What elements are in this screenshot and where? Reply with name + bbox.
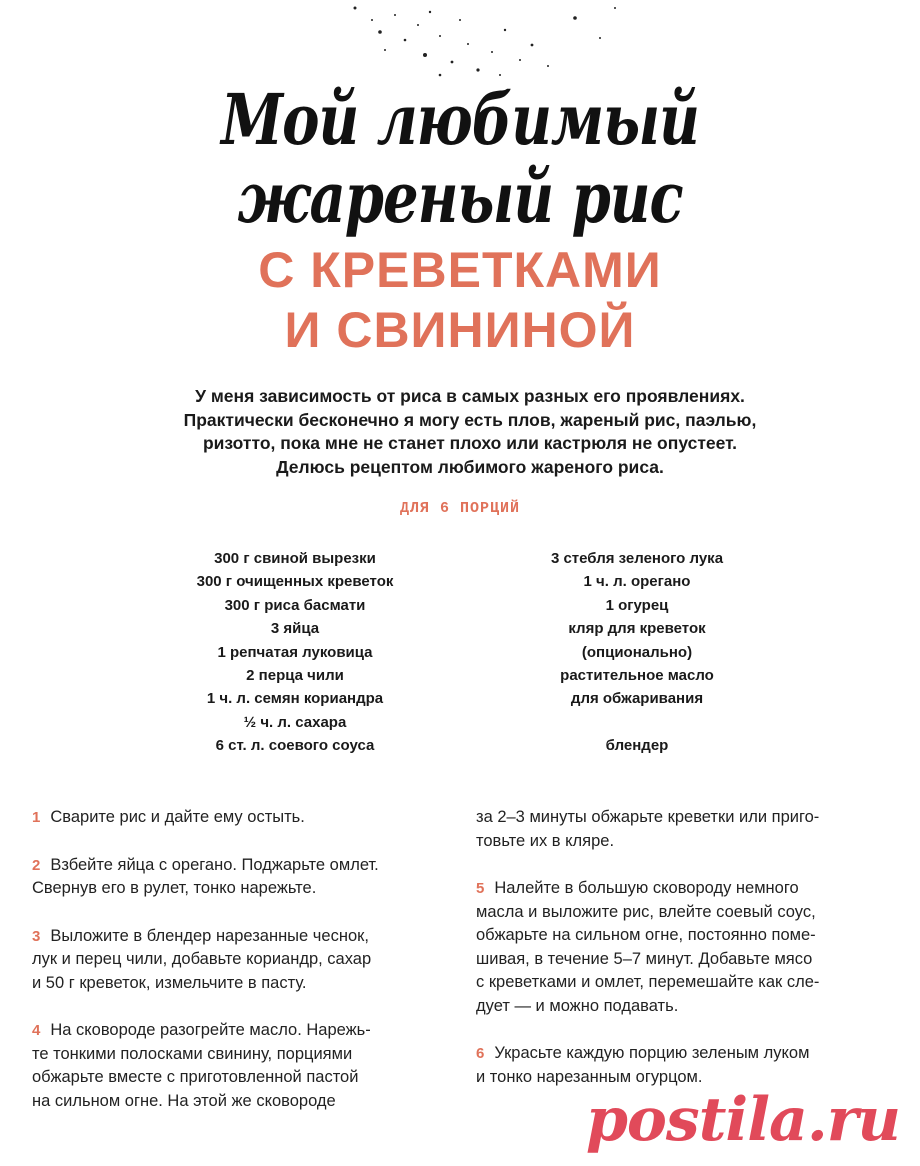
step-text: с креветками и омлет, перемешайте как сле-: [476, 973, 820, 991]
step-number: 2: [32, 856, 41, 874]
step-number: 4: [32, 1022, 41, 1039]
servings-label: ДЛЯ 6 ПОРЦИЙ: [399, 500, 521, 517]
recipe-step: [32, 854, 452, 901]
ingredients-right-column: [477, 547, 797, 758]
step-number: 3: [32, 927, 41, 945]
recipe-step: [476, 877, 891, 1018]
step-text: Свернув его в рулет, тонко нарежьте.: [32, 879, 317, 897]
ingredient-item: 3 яйца: [270, 620, 320, 638]
step-text: лук и перец чили, добавьте кориандр, сахар: [32, 950, 372, 968]
step-text: обжарьте на сильном огне, постоянно поме-: [476, 926, 816, 944]
steps-right-column: [476, 806, 891, 1113]
ingredient-spacer: [477, 711, 797, 734]
title-accent-line-1: С КРЕВЕТКАМИ: [258, 242, 662, 298]
ingredients-left-column: [135, 547, 455, 758]
steps-left-column: [32, 806, 452, 1137]
postila-watermark: postila.ru: [585, 1085, 900, 1155]
step-text: те тонкими полосками свинину, порциями: [32, 1044, 353, 1063]
step-text: и тонко нарезанным огурцом.: [476, 1067, 703, 1086]
ingredient-item: (опционально): [581, 643, 693, 661]
ingredient-item: для обжаривания: [570, 690, 704, 708]
ingredient-item: 6 ст. л. соевого соуса: [215, 737, 375, 755]
step-number: 1: [32, 809, 41, 826]
recipe-step: [476, 1042, 891, 1089]
step-text: Украсьте каждую порцию зеленым луком: [494, 1044, 810, 1062]
ingredient-item: 300 г очищенных креветок: [196, 573, 394, 591]
ingredient-item: 1 репчатая луковица: [217, 643, 373, 661]
recipe-step-continued: [476, 806, 891, 853]
intro-line: Делюсь рецептом любимого жареного риса.: [276, 456, 664, 477]
ingredient-item: 1 огурец: [605, 596, 669, 614]
intro-line: У меня зависимость от риса в самых разных его проявлениях.: [195, 386, 745, 406]
step-text: на сильном огне. На этой же сковороде: [32, 1091, 336, 1110]
ingredient-item: 3 стебля зеленого лука: [550, 550, 724, 567]
ingredient-item: растительное масло: [560, 667, 714, 685]
ingredient-item: блендер: [605, 737, 669, 755]
step-text: Взбейте яйца с орегано. Поджарьте омлет.: [50, 855, 379, 874]
step-text: На сковороде разогрейте масло. Нарежь-: [50, 1021, 371, 1039]
ingredient-item: 300 г свиной вырезки: [214, 550, 376, 567]
intro-paragraph: [120, 385, 820, 479]
recipe-step: [32, 806, 452, 830]
ingredient-item: 1 ч. л. семян кориандра: [206, 690, 384, 708]
title-script-line-1: Мой любимый: [221, 78, 699, 162]
ink-splatter-decoration: [0, 0, 920, 80]
step-number: 5: [476, 880, 485, 897]
title-script-line-2: жареный рис: [237, 156, 683, 240]
step-number: 6: [476, 1045, 485, 1062]
step-text: масла и выложите рис, влейте соевый соус,: [476, 902, 816, 921]
intro-line: Практически бесконечно я могу есть плов, жареный рис, паэлью,: [183, 409, 757, 430]
step-text: обжарьте вместе с приготовленной пастой: [32, 1068, 359, 1086]
step-text: за 2–3 минуты обжарьте креветки или приго-: [476, 808, 820, 826]
step-text: товьте их в кляре.: [476, 831, 615, 850]
step-text: и 50 г креветок, измельчите в пасту.: [32, 973, 307, 992]
ingredient-item: 300 г риса басмати: [224, 596, 366, 614]
step-text: Сварите рис и дайте ему остыть.: [50, 808, 305, 826]
title-accent-line-2: И СВИНИНОЙ: [284, 302, 636, 358]
step-text: дует — и можно подавать.: [476, 996, 679, 1015]
ingredient-item: ½ ч. л. сахара: [243, 713, 347, 731]
ingredient-item: кляр для креветок: [568, 620, 706, 638]
step-text: Выложите в блендер нарезанные чеснок,: [50, 926, 369, 945]
recipe-step: [32, 925, 452, 996]
step-text: шивая, в течение 5–7 минут. Добавьте мясо: [476, 949, 813, 968]
intro-line: ризотто, пока мне не станет плохо или кастрюля не опустеет.: [202, 433, 738, 453]
step-text: Налейте в большую сковороду немного: [494, 879, 799, 897]
ingredient-item: 1 ч. л. орегано: [583, 573, 691, 591]
ingredient-item: 2 перца чили: [246, 667, 344, 685]
recipe-step: [32, 1019, 452, 1113]
